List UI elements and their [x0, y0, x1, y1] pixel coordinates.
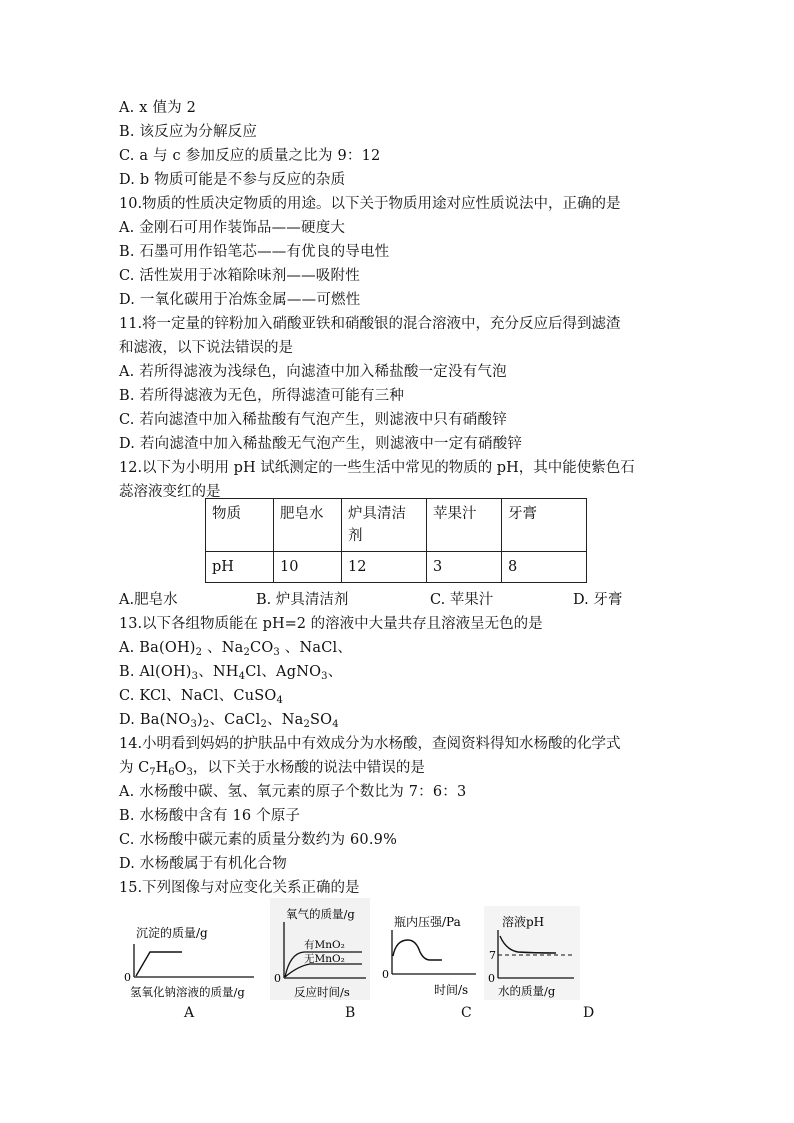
graph-d-ph7-mark: 7: [489, 949, 496, 962]
q10-option-c: C. 活性炭用于冰箱除味剂——吸附性: [119, 268, 360, 284]
q14-option-d: D. 水杨酸属于有机化合物: [119, 856, 287, 872]
graph-c-ylabel: 瓶内压强/Pa: [394, 915, 461, 929]
graph-c-curve: [393, 940, 442, 960]
graph-b-ylabel: 氧气的质量/g: [286, 907, 355, 921]
q12-option-c: C. 苹果汁: [430, 592, 494, 608]
graph-d-origin: 0: [488, 972, 495, 985]
ph-table-cell: 10: [274, 552, 342, 583]
q10-option-d: D. 一氧化碳用于冶炼金属——可燃性: [119, 292, 361, 308]
q14-option-c: C. 水杨酸中碳元素的质量分数约为 60.9%: [119, 832, 398, 848]
q11-option-b: B. 若所得滤液为无色，所得滤渣可能有三种: [119, 388, 405, 404]
graph-b-curve1-label: 有MnO₂: [304, 939, 345, 951]
graph-d-caption: D: [583, 1005, 595, 1021]
q13-option-d: D. $Ba(NO_3)_2$、CaCl$_2$、$Na_2SO_4$: [119, 712, 339, 730]
q9-option-d: D. b 物质可能是不参与反应的杂质: [119, 172, 346, 188]
q14-stem-line2: 为 $C_7H_6O_3$，以下关于水杨酸的说法中错误的是: [119, 760, 425, 778]
ph-table-cell: 8: [502, 552, 587, 583]
q12-stem-line1: 12.以下为小明用 pH 试纸测定的一些生活中常见的物质的 pH，其中能使紫色石: [119, 460, 635, 476]
q13-option-c: C. KCl、NaCl、CuSO$_4$: [119, 688, 284, 706]
graph-a: [120, 912, 260, 1000]
q13-option-b: B. $Al(OH)_3$、$NH_4Cl$、AgNO$_3$、: [119, 664, 343, 682]
q12-stem-line2: 蕊溶液变红的是: [119, 484, 221, 500]
q9-option-b: B. 该反应为分解反应: [119, 124, 258, 140]
ph-table-cell: 12: [342, 552, 427, 583]
ph-table-header-row: [206, 499, 587, 552]
q11-option-c: C. 若向滤渣中加入稀盐酸有气泡产生，则滤液中只有硝酸锌: [119, 412, 507, 428]
q10-option-a: A. 金刚石可用作装饰品——硬度大: [119, 220, 346, 236]
q11-stem-line1: 11.将一定量的锌粉加入硝酸亚铁和硝酸银的混合溶液中，充分反应后得到滤渣: [119, 316, 621, 332]
q11-option-d: D. 若向滤渣中加入稀盐酸无气泡产生，则滤液中一定有硝酸锌: [119, 436, 523, 452]
graph-c-xlabel: 时间/s: [434, 983, 469, 997]
graph-b: [270, 898, 370, 1000]
q15-stem: 15.下列图像与对应变化关系正确的是: [119, 880, 360, 896]
graph-a-origin: 0: [124, 971, 131, 984]
q14-option-a: A. 水杨酸中碳、氢、氧元素的原子个数比为 7：6：3: [119, 784, 467, 800]
q12-option-d: D. 牙膏: [573, 592, 623, 608]
q9-option-c: C. a 与 c 参加反应的质量之比为 9：12: [119, 148, 381, 164]
ph-table-cell: 牙膏: [502, 499, 587, 552]
ph-table-cell: 物质: [206, 499, 274, 552]
graph-c-origin: 0: [382, 968, 389, 981]
ph-table-cell: pH: [206, 552, 274, 583]
q13-stem: 13.以下各组物质能在 pH=2 的溶液中大量共存且溶液呈无色的是: [119, 616, 543, 632]
ph-table-cell: 3: [427, 552, 502, 583]
graph-c-caption: C: [461, 1005, 472, 1021]
graph-b-curve2-label: 无MnO₂: [304, 953, 345, 965]
graph-b-caption: B: [345, 1005, 356, 1021]
q14-stem-line1: 14.小明看到妈妈的护肤品中有效成分为水杨酸，查阅资料得知水杨酸的化学式: [119, 736, 621, 752]
graph-d-ylabel: 溶液pH: [502, 915, 545, 929]
graph-a-curve: [136, 952, 182, 976]
q11-stem-line2: 和滤液，以下说法错误的是: [119, 340, 293, 356]
graph-a-caption: A: [184, 1005, 195, 1021]
ph-table-value-row: [206, 552, 587, 583]
graph-d: [484, 906, 580, 1000]
graph-d-xlabel: 水的质量/g: [498, 984, 556, 998]
q12-option-b: B. 炉具清洁剂: [256, 592, 349, 608]
graph-a-xlabel: 氢氧化钠溶液的质量/g: [130, 985, 245, 999]
q11-option-a: A. 若所得滤液为浅绿色，向滤渣中加入稀盐酸一定没有气泡: [119, 364, 507, 380]
graph-b-xlabel: 反应时间/s: [294, 985, 350, 999]
ph-table-cell: 炉具清洁剂: [342, 499, 427, 552]
graph-b-origin: 0: [274, 972, 281, 985]
ph-table-cell: 肥皂水: [274, 499, 342, 552]
q10-stem: 10.物质的性质决定物质的用途。以下关于物质用途对应性质说法中，正确的是: [119, 196, 621, 212]
q9-option-a: A. x 值为 2: [119, 100, 197, 116]
q10-option-b: B. 石墨可用作铅笔芯——有优良的导电性: [119, 244, 390, 260]
q12-option-a: A.肥皂水: [119, 592, 178, 608]
q14-option-b: B. 水杨酸中含有 16 个原子: [119, 808, 301, 824]
graph-a-ylabel: 沉淀的质量/g: [136, 926, 208, 940]
ph-table-cell: 苹果汁: [427, 499, 502, 552]
ph-table: [205, 498, 587, 583]
graph-c: [380, 908, 480, 1000]
q13-option-a: A. $Ba(OH)_2$ 、$Na_2CO_3$ 、NaCl、: [119, 640, 353, 658]
